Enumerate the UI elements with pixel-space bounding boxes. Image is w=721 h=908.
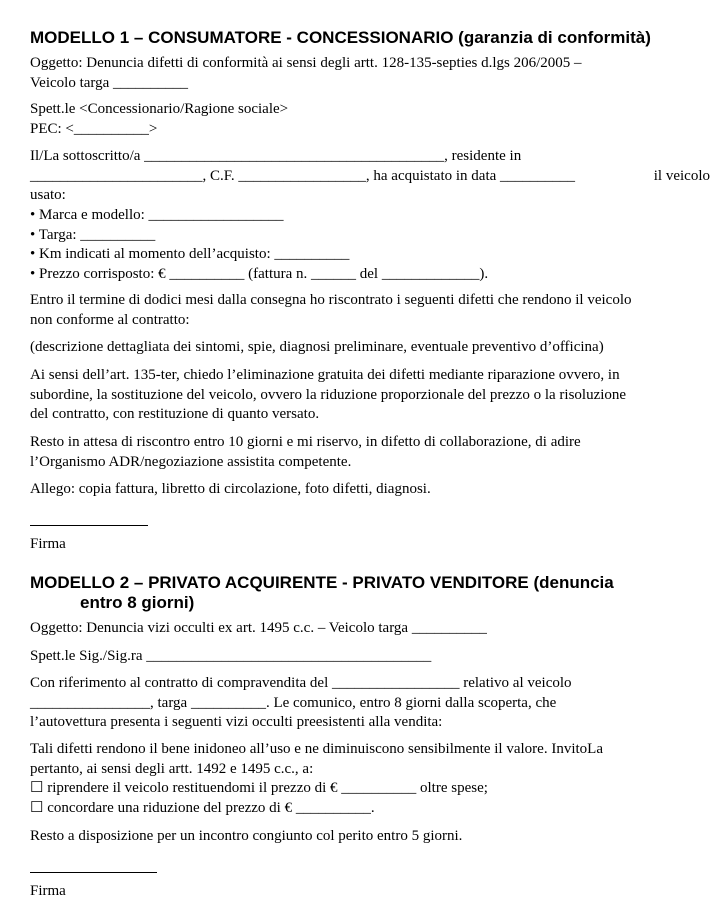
model-2-demand-line-1: Tali difetti rendono il bene inidoneo all’uso e ne diminuiscono sensibilmente il valore. InvitoLa (30, 741, 603, 757)
model-1-detail-km: • Km indicati al momento dell’acquisto: __________ (30, 246, 350, 262)
model-1-declaration-line-2 (30, 167, 710, 187)
model-2-reference-line-3: l’autovettura presenta i seguenti vizi occulti preesistenti alla vendita: (30, 714, 443, 730)
model-1-awaiting-line-2: l’Organismo ADR/negoziazione assistita competente. (30, 453, 352, 470)
model-1-declaration-line-2-main: _______________________, C.F. _________________, ha acquistato in data __________ (30, 167, 576, 184)
model-2-reference (30, 674, 572, 733)
model-1-defects-intro-line-2: non conforme al contratto: (30, 311, 190, 328)
model-1-request (30, 366, 626, 425)
model-1-declaration-line-3: usato: (30, 187, 66, 203)
model-1-declaration (30, 147, 710, 206)
model-1-awaiting-line-1: Resto in attesa di riscontro entro 10 giorni e mi riservo, in difetto di collaborazione, di adire (30, 434, 581, 450)
model-1-declaration-line-1: Il/La sottoscritto/a ________________________________________, residente in (30, 148, 522, 164)
model-2-demand (30, 740, 603, 818)
model-2-option-reduction: ☐ concordare una riduzione del prezzo di € __________. (30, 799, 375, 816)
model-1-detail-plate: • Targa: __________ (30, 226, 156, 243)
model-2-reference-line-1: Con riferimento al contratto di compravendita del _________________ relativo al veicolo (30, 675, 572, 691)
model-1-subject-line-1: Oggetto: Denuncia difetti di conformità ai sensi degli artt. 128-135-septies d.lgs 206/2005 – (30, 55, 582, 71)
model-1-request-line-3: del contratto, con restituzione di quanto versato. (30, 406, 320, 422)
model-1-declaration-line-2-end: il veicolo (653, 167, 710, 184)
model-1-recipient-pec: PEC: <__________> (30, 120, 158, 137)
model-1-defects-intro (30, 291, 632, 330)
model-1-attachments: Allego: copia fattura, libretto di circolazione, foto difetti, diagnosi. (30, 481, 431, 497)
model-1-vehicle-details (30, 206, 488, 284)
model-1-recipient-name: Spett.le <Concessionario/Ragione sociale> (30, 101, 289, 117)
model-2-reference-line-2: ________________, targa __________. Le comunico, entro 8 giorni dalla scoperta, che (30, 694, 557, 711)
model-2-title (30, 573, 614, 613)
model-2-recipient: Spett.le Sig./Sig.ra ______________________________________ (30, 648, 432, 664)
model-1-defects-description: (descrizione dettagliata dei sintomi, spie, diagnosi preliminare, eventuale preventivo d’officina) (30, 339, 604, 355)
model-2-title-line-2: entro 8 giorni) (80, 593, 195, 612)
model-2-title-line-1: MODELLO 2 – PRIVATO ACQUIRENTE - PRIVATO VENDITORE (denuncia (30, 573, 614, 592)
model-2-demand-line-2: pertanto, ai sensi degli artt. 1492 e 1495 c.c., a: (30, 760, 314, 777)
model-2-availability: Resto a disposizione per un incontro congiunto col perito entro 5 giorni. (30, 828, 463, 844)
model-1-defects-intro-line-1: Entro il termine di dodici mesi dalla consegna ho riscontrato i seguenti difetti che rendono il veicolo (30, 292, 632, 308)
model-1-request-line-1: Ai sensi dell’art. 135-ter, chiedo l’eliminazione gratuita dei difetti mediante riparazione ovvero, in (30, 367, 620, 383)
model-1-detail-make-model: • Marca e modello: __________________ (30, 207, 284, 223)
model-1-awaiting (30, 433, 581, 472)
model-1-signature-line (30, 525, 148, 526)
model-1-recipient (30, 100, 288, 139)
model-1-subject (30, 54, 710, 93)
model-2-signature-line (30, 872, 157, 873)
model-1-signature-label: Firma (30, 536, 66, 552)
model-1-title: MODELLO 1 – CONSUMATORE - CONCESSIONARIO (garanzia di conformità) (30, 28, 651, 47)
model-2-signature-label: Firma (30, 883, 66, 899)
model-1-request-line-2: subordine, la sostituzione del veicolo, ovvero la riduzione proporzionale del prezzo o la risoluzione (30, 386, 627, 403)
model-1-detail-price: • Prezzo corrisposto: € __________ (fattura n. ______ del _____________). (30, 265, 489, 282)
model-1-subject-line-2: Veicolo targa __________ (30, 74, 189, 91)
model-2-option-refund: ☐ riprendere il veicolo restituendomi il prezzo di € __________ oltre spese; (30, 780, 488, 796)
model-2-subject: Oggetto: Denuncia vizi occulti ex art. 1495 c.c. – Veicolo targa __________ (30, 620, 487, 636)
